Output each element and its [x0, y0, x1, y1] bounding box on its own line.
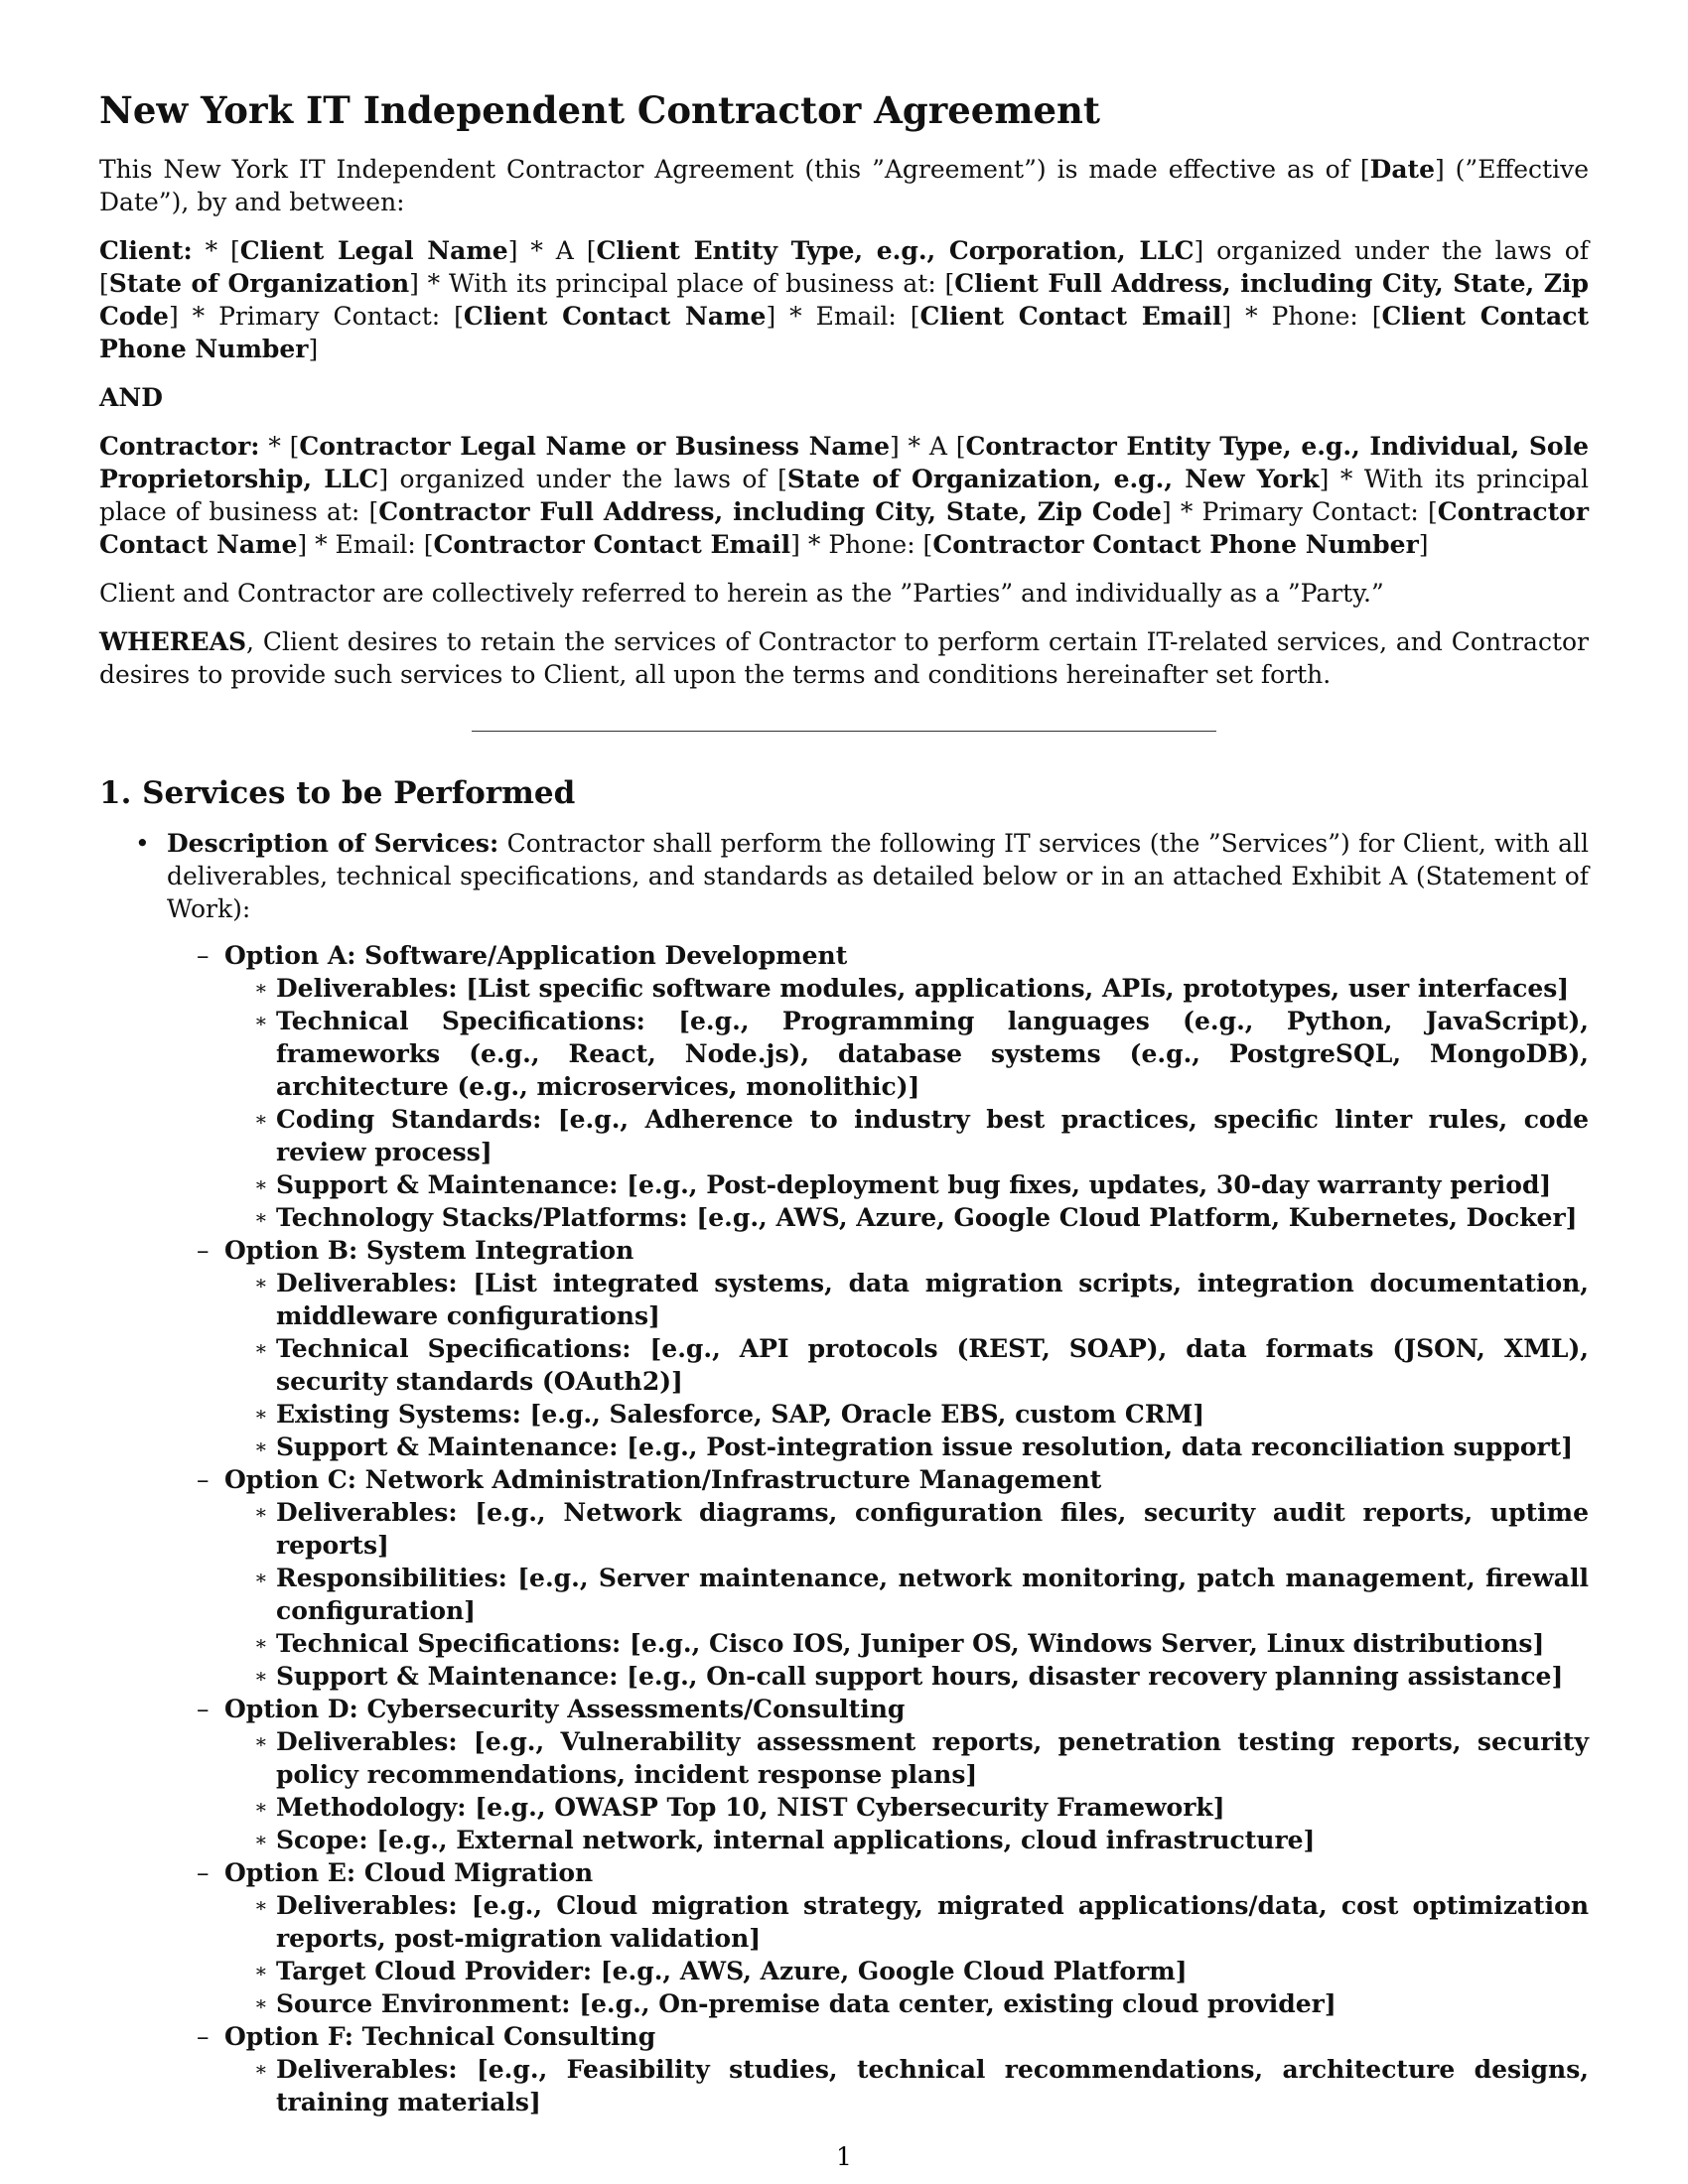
- option-detail-text: Deliverables: [e.g., Vulnerability assessment reports, penetration testing reports, security policy recommendations, incident response plans]: [276, 1727, 1589, 1789]
- asterisk-icon: ∗: [254, 976, 268, 1000]
- list-item: [224, 972, 1589, 1005]
- list-item: [224, 1725, 1589, 1791]
- document-page: [99, 87, 1589, 2118]
- list-item: [224, 1332, 1589, 1398]
- asterisk-icon: ∗: [254, 1664, 268, 1688]
- option-details-list: [224, 1725, 1589, 1856]
- asterisk-icon: ∗: [254, 1271, 268, 1295]
- option-title: Option F: Technical Consulting: [224, 2022, 656, 2051]
- services-description: Description of Services: Contractor shall perform the following IT services (the ”Services”) for Client, with all deliverables, technical specifications, and standards as detailed below or in an attached Exhibit A (Statement of Work):: [167, 829, 1589, 923]
- asterisk-icon: ∗: [254, 1631, 268, 1655]
- option-detail-text: Technical Specifications: [e.g., Programming languages (e.g., Python, JavaScript), frameworks (e.g., React, Node.js), database systems (e.g., PostgreSQL, MongoDB), architecture (e.g., microservices, monolithic)]: [276, 1007, 1589, 1101]
- option-title: Option B: System Integration: [224, 1236, 634, 1265]
- option-item: [167, 1234, 1589, 1463]
- list-item: [224, 1496, 1589, 1562]
- asterisk-icon: ∗: [254, 1828, 268, 1851]
- list-item: [224, 1267, 1589, 1332]
- list-item: [224, 1660, 1589, 1693]
- contractor-label: Contractor:: [99, 432, 260, 461]
- whereas-paragraph: WHEREAS, Client desires to retain the services of Contractor to perform certain IT-related services, and Contractor desires to provide such services to Client, all upon the terms and conditions hereinafter set forth.: [99, 627, 1589, 689]
- option-detail-text: Support & Maintenance: [e.g., Post-deployment bug fixes, updates, 30-day warranty period]: [276, 1170, 1552, 1199]
- options-list: [167, 939, 1589, 2118]
- option-detail-text: Deliverables: [e.g., Feasibility studies, technical recommendations, architecture designs, training materials]: [276, 2055, 1589, 2116]
- option-item: [167, 2020, 1589, 2118]
- page-number: 1: [836, 2142, 852, 2171]
- services-list: [99, 827, 1589, 2118]
- dash-icon: –: [197, 1858, 210, 1887]
- list-item: [224, 1987, 1589, 2020]
- asterisk-icon: ∗: [254, 1205, 268, 1229]
- client-paragraph: Client: * [Client Legal Name] * A [Client Entity Type, e.g., Corporation, LLC] organized under the laws of [State of Organization] * With its principal place of business at: [Client Full Address, including City, State, Zip Code] * Primary Contact: [Client Contact Name] * Email: [Client Contact Email] * Phone: [Client Contact Phone Number]: [99, 236, 1590, 363]
- list-item: [224, 1398, 1589, 1431]
- list-item: [224, 1627, 1589, 1660]
- option-detail-text: Technology Stacks/Platforms: [e.g., AWS, Azure, Google Cloud Platform, Kubernetes, Docker]: [276, 1203, 1578, 1232]
- effective-date-placeholder: Date: [1369, 155, 1435, 184]
- option-detail-text: Source Environment: [e.g., On-premise data center, existing cloud provider]: [276, 1989, 1336, 2018]
- list-item: [224, 1824, 1589, 1856]
- option-detail-text: Responsibilities: [e.g., Server maintenance, network monitoring, patch management, firewall configuration]: [276, 1564, 1589, 1625]
- list-item: [224, 1201, 1589, 1234]
- list-item: [224, 1431, 1589, 1463]
- asterisk-icon: ∗: [254, 1172, 268, 1196]
- asterisk-icon: ∗: [254, 2057, 268, 2081]
- option-detail-text: Existing Systems: [e.g., Salesforce, SAP, Oracle EBS, custom CRM]: [276, 1400, 1205, 1429]
- list-item: [99, 827, 1589, 2118]
- horizontal-divider: [472, 731, 1216, 732]
- bullet-icon: •: [135, 829, 150, 858]
- asterisk-icon: ∗: [254, 1107, 268, 1131]
- option-title: Option D: Cybersecurity Assessments/Consulting: [224, 1695, 906, 1723]
- option-detail-text: Technical Specifications: [e.g., API protocols (REST, SOAP), data formats (JSON, XML), security standards (OAuth2)]: [276, 1334, 1589, 1396]
- list-item: [224, 1955, 1589, 1987]
- whereas-label: WHEREAS: [99, 627, 247, 656]
- dash-icon: –: [197, 1236, 210, 1265]
- option-detail-text: Deliverables: [List integrated systems, data migration scripts, integration documentation, middleware configurations]: [276, 1269, 1589, 1330]
- list-item: [224, 1005, 1589, 1103]
- and-separator: AND: [99, 383, 163, 412]
- asterisk-icon: ∗: [254, 1729, 268, 1753]
- list-item: [224, 1791, 1589, 1824]
- option-item: [167, 1463, 1589, 1693]
- option-detail-text: Deliverables: [List specific software modules, applications, APIs, prototypes, user interfaces]: [276, 974, 1570, 1003]
- asterisk-icon: ∗: [254, 1500, 268, 1524]
- asterisk-icon: ∗: [254, 1893, 268, 1917]
- option-title: Option A: Software/Application Development: [224, 941, 848, 970]
- asterisk-icon: ∗: [254, 1402, 268, 1426]
- option-detail-text: Technical Specifications: [e.g., Cisco IOS, Juniper OS, Windows Server, Linux distributions]: [276, 1629, 1545, 1658]
- option-title: Option E: Cloud Migration: [224, 1858, 594, 1887]
- dash-icon: –: [197, 1465, 210, 1494]
- option-item: [167, 1856, 1589, 2020]
- dash-icon: –: [197, 1695, 210, 1723]
- option-detail-text: Deliverables: [e.g., Network diagrams, configuration files, security audit reports, uptime reports]: [276, 1498, 1589, 1560]
- dash-icon: –: [197, 941, 210, 970]
- client-label: Client:: [99, 236, 193, 265]
- asterisk-icon: ∗: [254, 1566, 268, 1589]
- option-detail-text: Methodology: [e.g., OWASP Top 10, NIST Cybersecurity Framework]: [276, 1793, 1225, 1822]
- option-details-list: [224, 972, 1589, 1234]
- asterisk-icon: ∗: [254, 1009, 268, 1032]
- option-details-list: [224, 1267, 1589, 1463]
- list-item: [224, 1562, 1589, 1627]
- option-item: [167, 939, 1589, 1234]
- list-item: [224, 1168, 1589, 1201]
- intro-paragraph: This New York IT Independent Contractor Agreement (this ”Agreement”) is made effective as of [Date] (”Effective Date”), by and between:: [99, 155, 1589, 216]
- option-detail-text: Scope: [e.g., External network, internal applications, cloud infrastructure]: [276, 1826, 1316, 1854]
- option-details-list: [224, 2053, 1589, 2118]
- option-detail-text: Coding Standards: [e.g., Adherence to industry best practices, specific linter rules, code review process]: [276, 1105, 1589, 1166]
- document-title: New York IT Independent Contractor Agreement: [99, 88, 1101, 132]
- list-item: [224, 2053, 1589, 2118]
- parties-paragraph: Client and Contractor are collectively referred to herein as the ”Parties” and individually as a ”Party.”: [99, 579, 1384, 608]
- list-item: [224, 1889, 1589, 1955]
- asterisk-icon: ∗: [254, 1959, 268, 1982]
- option-detail-text: Support & Maintenance: [e.g., On-call support hours, disaster recovery planning assistance]: [276, 1662, 1564, 1691]
- option-title: Option C: Network Administration/Infrastructure Management: [224, 1465, 1102, 1494]
- option-details-list: [224, 1496, 1589, 1693]
- option-detail-text: Target Cloud Provider: [e.g., AWS, Azure, Google Cloud Platform]: [276, 1957, 1188, 1985]
- asterisk-icon: ∗: [254, 1795, 268, 1819]
- dash-icon: –: [197, 2022, 210, 2051]
- option-details-list: [224, 1889, 1589, 2020]
- option-detail-text: Support & Maintenance: [e.g., Post-integration issue resolution, data reconciliation support]: [276, 1433, 1574, 1461]
- asterisk-icon: ∗: [254, 1434, 268, 1458]
- contractor-paragraph: Contractor: * [Contractor Legal Name or Business Name] * A [Contractor Entity Type, e.g., Individual, Sole Proprietorship, LLC] organized under the laws of [State of Organization, e.g., New York] * With its principal place of business at: [Contractor Full Address, including City, State, Zip Code] * Primary Contact: [Contractor Contact Name] * Email: [Contractor Contact Email] * Phone: [Contractor Contact Phone Number]: [99, 432, 1590, 559]
- option-item: [167, 1693, 1589, 1856]
- list-item: [224, 1103, 1589, 1168]
- asterisk-icon: ∗: [254, 1336, 268, 1360]
- option-detail-text: Deliverables: [e.g., Cloud migration strategy, migrated applications/data, cost optimization reports, post-migration validation]: [276, 1891, 1589, 1953]
- asterisk-icon: ∗: [254, 1991, 268, 2015]
- section-heading: 1. Services to be Performed: [99, 775, 576, 811]
